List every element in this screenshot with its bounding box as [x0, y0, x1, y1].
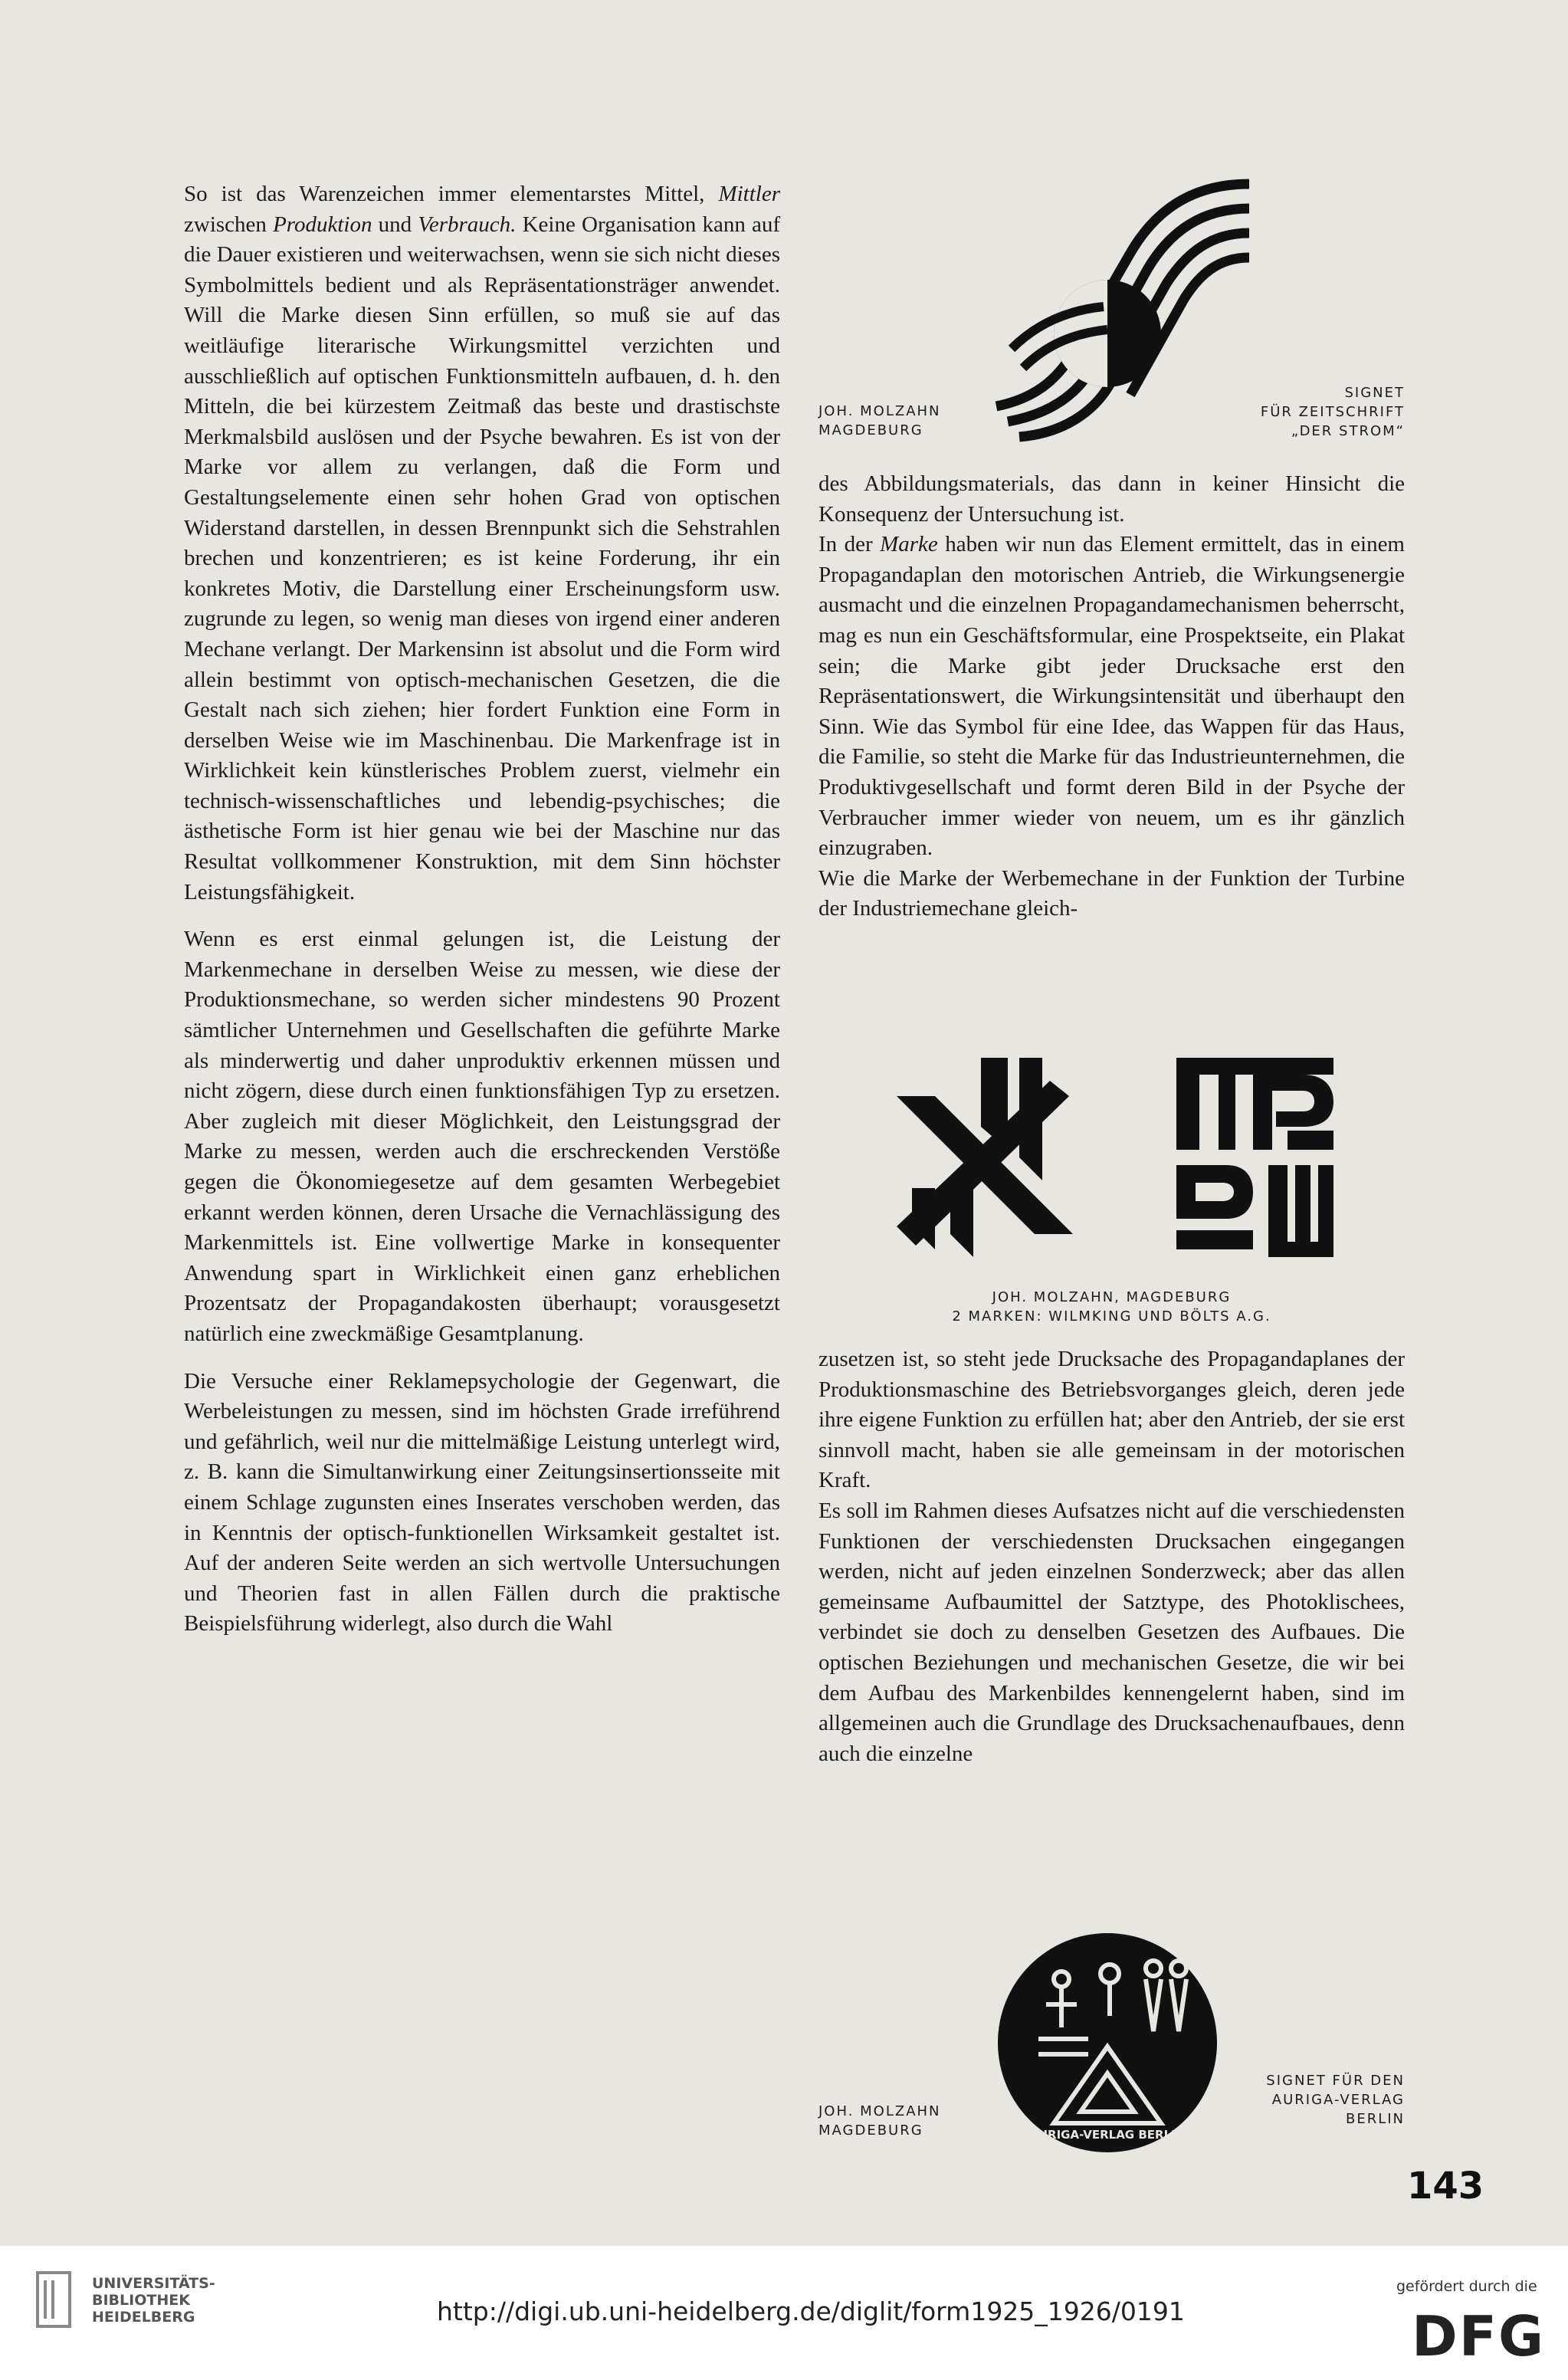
left-text-column: [184, 179, 780, 1640]
library-name: UNIVERSITÄTS- BIBLIOTHEK HEIDELBERG: [92, 2275, 215, 2326]
paragraph: In der Marke haben wir nun das Element ermittelt, das in einem Propagandaplan den motorischen Antrieb, die Wirkungsenergie ausmacht und die einzelnen Propagandamechanismen beherrscht, mag es nun ein Geschäftsformular, eine Prospektseite, ein Plakat sein; die Marke gibt jeder Drucksache erst den Repräsentationswert, die Wirkungsintensität und überhaupt den Sinn. Wie das Symbol für eine Idee, das Wappen für das Haus, die Familie, so steht die Marke für das Industrieunternehmen, die Produktivgesellschaft und formt deren Bild in der Psyche der Verbraucher immer wieder von neuem, um es ihr gänzlich einzugraben.: [818, 532, 1405, 861]
fig3-caption-right: SIGNET FÜR DEN AURIGA-VERLAG BERLIN: [1266, 2073, 1405, 2127]
fig1-caption-right: SIGNET FÜR ZEITSCHRIFT „DER STROM“: [1260, 385, 1405, 439]
right-text-column-top: [818, 469, 1405, 924]
paragraph: Die Versuche einer Reklamepsychologie der Gegenwart, die Werbeleistungen zu messen, sind im höchsten Grade irreführend und gefährlich, weil nur die mittelmäßige Leistung unterlegt wird, z. B. kann die Simultanwirkung einer Zeitungsinsertionsseite mit einem Schlage zugunsten eines Inserates verschoben werden, das in Kenntnis der optisch-funktionellen Wirksamkeit gestaltet ist. Auf der anderen Seite werden an sich wertvolle Untersuchungen und Theorien fast in allen Fällen durch die praktische Beispielsführung widerlegt, also durch die Wahl: [184, 1368, 780, 1636]
wilmking-boelts-mark-x-image: [881, 1050, 1081, 1257]
paragraph: zusetzen ist, so steht jede Drucksache des Propagandaplanes der Produktionsmaschine des Betriebsvorganges gleich, deren jede ihre eigene Funktion zu erfüllen hat; aber den Antrieb, der sie erst sinnvoll macht, haben sie alle gemeinsam in der motorischen Kraft.: [818, 1347, 1405, 1493]
paragraph: Wenn es erst einmal gelungen ist, die Leistung der Markenmechane in derselben Weise zu messen, wie diese der Produktionsmechane, so werden sicher mindestens 90 Prozent sämtlicher Unternehmen und Gesellschaften die geführte Marke als minderwertig und daher unproduktiv erkennen müssen und nicht zögern, diese durch einen funktionsfähigen Typ zu ersetzen. Aber zugleich mit dieser Möglichkeit, den Leistungsgrad der Marke zu messen, werden auch die erschreckenden Verstöße gegen die Ökonomiegesetze auf dem gesamten Werbegebiet erkannt werden können, deren Ursache die Vernachlässigung des Markenmittels ist. Eine vollwertige Marke in konsequenter Anwendung spart in Wirklichkeit einen ganz erheblichen Prozentsatz der Propagandakosten überhaupt; vorausgesetzt natürlich eine zweckmäßige Gesamtplanung.: [184, 927, 780, 1346]
funded-by-label: gefördert durch die: [1396, 2278, 1537, 2295]
dfg-logo: DFG: [1412, 2304, 1546, 2369]
library-logo-icon: [34, 2269, 80, 2330]
paragraph: des Abbildungsmaterials, das dann in keiner Hinsicht die Konsequenz der Untersuchung ist.: [818, 471, 1405, 527]
paragraph: So ist das Warenzeichen immer elementarstes Mittel, Mittler zwischen Produktion und Verbrauch. Keine Organisation kann auf die Dauer existieren und weiterwachsen, wenn sie sich nicht dieses Symbolmittels bedient und als Repräsentationsträger anwendet. Will die Marke diesen Sinn erfüllen, so muß sie auf das weitläufige literarische Wirkungsmittel verzichten und ausschließlich auf optischen Funktionsmitteln aufbauen, d. h. den Mitteln, die bei kürzestem Zeitmaß das beste und drastischste Merkmalsbild auslösen und der Psyche bewahren. Es ist von der Marke vor allem zu verlangen, daß die Form und Gestaltungselemente einen sehr hohen Grad von optischen Widerstand darstellen, in dessen Brennpunkt sich die Sehstrahlen brechen und konzentrieren; es ist keine Forderung, ihr ein konkretes Motiv, die Darstellung einer Erscheinungsform usw. zugrunde zu legen, so wenig man dieses von irgend einer anderen Mechane verlangt. Der Markensinn ist absolut und die Form wird allein bestimmt von optisch-mechanischen Gesetzen, die die Gestalt nach sich ziehen; hier fordert Funktion eine Form in derselben Weise wie im Maschinenbau. Die Markenfrage ist in Wirklichkeit kein künstlerisches Problem zuerst, vielmehr ein technisch-wissenschaftliches und lebendig-psychisches; die ästhetische Form ist hier genau wie bei der Maschine nur das Resultat vollkommener Konstruktion, mit dem Sinn höchster Leistungsfähigkeit.: [184, 182, 781, 904]
paragraph: Wie die Marke der Werbemechane in der Funktion der Turbine der Industriemechane gleich-: [818, 865, 1405, 921]
svg-text:AURIGA-VERLAG BERLIN: AURIGA-VERLAG BERLIN: [1029, 2128, 1186, 2142]
right-text-column-bottom: [818, 1344, 1405, 1769]
fig1-caption-left: JOH. MOLZAHN MAGDEBURG: [818, 403, 941, 438]
wilmking-boelts-mark-mb-image: [1173, 1054, 1337, 1261]
fig3-caption-left: JOH. MOLZAHN MAGDEBURG: [818, 2103, 941, 2139]
auriga-verlag-signet-image: [996, 1932, 1219, 2154]
source-url-link[interactable]: http://digi.ub.uni-heidelberg.de/diglit/form1925_1926/0191: [437, 2296, 1185, 2326]
paragraph: Es soll im Rahmen dieses Aufsatzes nicht auf die verschiedensten Funktionen der verschiedensten Drucksachen eingegangen werden, nicht auf jeden einzelnen Sonderzweck; aber das allen gemeinsame Aufbaumittel der Satztype, des Photoklischees, verbindet sie doch zu denselben Gesetzen des Aufbaues. Die optischen Beziehungen und mechanischen Gesetze, die wir bei dem Aufbau des Markenbildes kennengelernt haben, sind im allgemeinen auch die Grundlage des Drucksachenaufbaues, denn auch die einzelne: [818, 1498, 1405, 1766]
fig2-caption: JOH. MOLZAHN, MAGDEBURG 2 MARKEN: WILMKING UND BÖLTS A.G.: [952, 1289, 1271, 1325]
page-number: 143: [1407, 2165, 1484, 2208]
